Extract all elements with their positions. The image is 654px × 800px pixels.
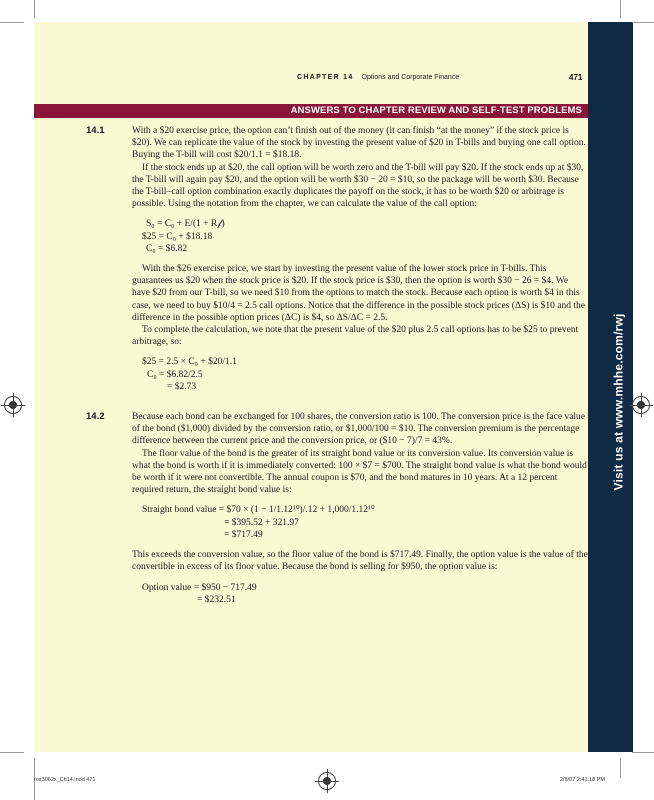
equation-line: = $232.51 <box>197 594 236 605</box>
equation-line: = $395.52 + 321.97 <box>224 517 299 528</box>
equation-line: C₀ = $6.82 <box>146 243 188 254</box>
equation-block <box>142 356 588 393</box>
answers-content <box>86 125 588 614</box>
crop-mark <box>34 0 35 18</box>
problem-number: 14.2 <box>86 411 105 423</box>
equation-block <box>142 504 588 541</box>
registration-mark-icon <box>318 772 336 790</box>
registration-mark-icon <box>4 396 22 414</box>
equation-line: C₀ = $6.82/2.5 <box>147 369 203 380</box>
paragraph: To complete the calculation, we note that the present value of the $20 plus 2.5 call options has to be $25 to prevent arbitrage, so: <box>132 325 579 348</box>
crop-mark <box>620 0 621 18</box>
sidebar-website-text: Visit us at www.mhhe.com/rwj <box>611 313 626 491</box>
crop-mark <box>0 752 24 753</box>
problem-14-1 <box>86 125 588 393</box>
footer-timestamp: 2/8/07 2:41:18 PM <box>560 777 605 783</box>
paragraph: With a $20 exercise price, the option can’t finish out of the money (it can finish “at the money” if the stock price is $20). We can replicate the value of the stock by investing the present value of $20 in T-bills and buying one call option. Buying the T-bill will cost $20/1.1 = $18.18. <box>132 126 586 161</box>
crop-mark <box>620 758 621 778</box>
crop-mark <box>632 752 654 753</box>
crop-mark <box>632 22 654 23</box>
paragraph: With the $26 exercise price, we start by investing the present value of the lower stock price in T-bills. This guarantees us $20 when the stock price is $20. If the stock price is $30, then the option is worth $30 − 26 = $4. We have $20 from our T-bill, so we need $10 from the options to match the stock. Because each option is worth $4 in this case, we need to buy $10/4 = 2.5 call options. Notice that the difference in the possible stock prices (ΔS) is $10 and the difference in the possible option prices (ΔC) is $4, so ΔS/ΔC = 2.5. <box>132 264 585 323</box>
equation-line: = $2.73 <box>167 381 197 392</box>
problem-number: 14.1 <box>86 125 105 136</box>
problem-14-2 <box>86 411 588 606</box>
equation-line: Option value = $950 − 717.49 <box>142 582 257 593</box>
section-header-bar <box>34 104 588 118</box>
footer-file-name: ros3062x_Ch14.indd 471 <box>34 777 96 783</box>
equation-line: S₀ = C₀ + E/(1 + R𝒻) <box>146 219 225 230</box>
equation-line: $25 = 2.5 × C₀ + $20/1.1 <box>142 357 237 368</box>
chapter-label: CHAPTER 14 <box>297 74 354 81</box>
paragraph: This exceeds the conversion value, so the floor value of the bond is $717.49. Finally, the option value is the value of the convertible in excess of its floor value. Because the bond is selling for $950, the option value is: <box>132 550 588 573</box>
page-number: 471 <box>569 73 583 82</box>
equation-line: = $717.49 <box>224 529 263 540</box>
equation-line: Straight bond value = $70 × (1 − 1/1.12¹⁰)/.12 + 1,000/1.12¹⁰ <box>142 505 375 516</box>
equation-line: $25 = C₀ + $18.18 <box>142 231 213 242</box>
section-title: ANSWERS TO CHAPTER REVIEW AND SELF-TEST PROBLEMS <box>290 105 582 116</box>
running-head <box>297 74 459 81</box>
paragraph: The floor value of the bond is the greater of its straight bond value or its conversion value. Its conversion value is what the bond is worth if it is immediately converted: 100 × $7 = $700. The straight bond value is what the bond would be worth if it were not convertible. The annual coupon is $70, and the bond matures in 10 years. At a 12 percent required return, the straight bond value is: <box>132 448 587 496</box>
registration-mark-icon <box>632 396 650 414</box>
equation-block <box>142 218 588 255</box>
chapter-title: Options and Corporate Finance <box>361 74 460 81</box>
equation-block <box>142 582 588 606</box>
paragraph: If the stock ends up at $20, the call option will be worth zero and the T-bill will pay $20. If the stock ends up at $30, the T-bill will again pay $20, and the option will be worth $30 − 20 = $10, so the package will be worth $30. Because the T-bill–call option combination exactly duplicates the payoff on the stock, it has to be worth $20 or arbitrage is possible. Using the notation from the chapter, we can calculate the value of the call option: <box>132 162 584 210</box>
crop-mark <box>0 22 24 23</box>
paragraph: Because each bond can be exchanged for 100 shares, the conversion ratio is 100. The conversion price is the face value of the bond ($1,000) divided by the conversion ratio, or $1,000/100 = $10. The conversion premium is the percentage difference between the current price and the conversion price, or ($10 − 7)/7 = 43%. <box>132 412 586 447</box>
